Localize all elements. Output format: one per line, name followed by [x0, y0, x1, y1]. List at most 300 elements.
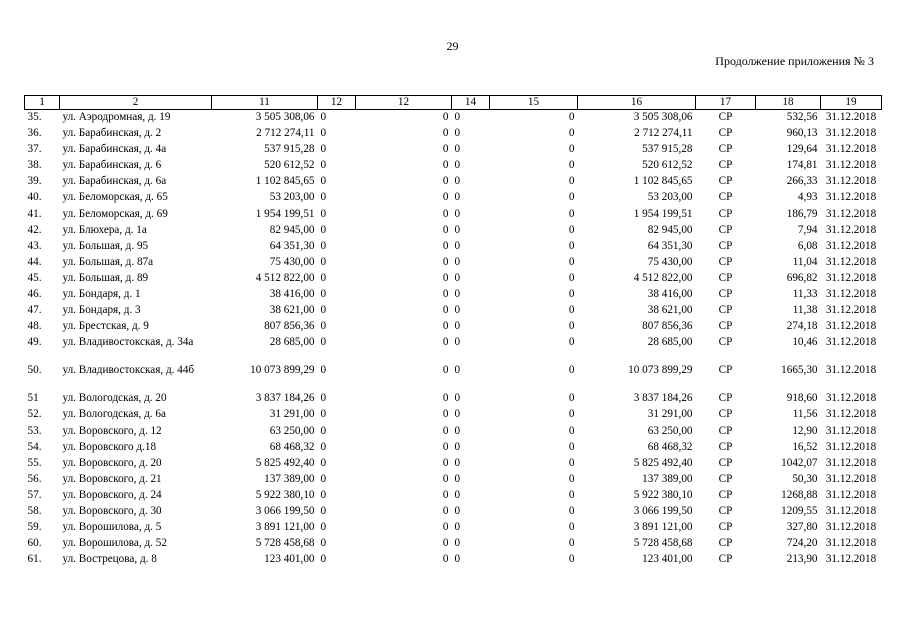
- table-cell: 5 825 492,40: [633, 456, 693, 469]
- page-number: 29: [446, 39, 459, 53]
- table-row: [25, 126, 882, 142]
- table-cell: 31.12.2018: [825, 191, 877, 204]
- table-cell: 1209,55: [781, 504, 818, 517]
- table-cell: 0: [320, 424, 327, 437]
- table-cell: СР: [718, 553, 733, 566]
- table-cell: 537 915,28: [642, 143, 693, 156]
- column-header: 11: [212, 96, 318, 110]
- table-cell: 0: [320, 143, 327, 156]
- table-cell: 3 505 308,06: [633, 111, 693, 123]
- table-cell: СР: [718, 111, 733, 123]
- column-header: 16: [578, 96, 696, 110]
- table-cell: 0: [454, 207, 461, 220]
- table-cell: 1665,30: [781, 364, 818, 377]
- column-header: 15: [490, 96, 578, 110]
- table-cell: 5 825 492,40: [255, 456, 315, 469]
- table-cell: 0: [568, 127, 575, 140]
- table-cell: 3 505 308,06: [255, 111, 315, 123]
- table-cell: 0: [442, 440, 449, 453]
- table-cell: 36.: [27, 127, 42, 140]
- table-cell: 0: [320, 271, 327, 284]
- table-cell: 31.12.2018: [825, 320, 877, 333]
- table-cell: СР: [718, 392, 733, 405]
- table-cell: 520 612,52: [642, 159, 693, 172]
- table-cell: 3 837 184,26: [255, 392, 315, 405]
- table-cell: СР: [718, 456, 733, 469]
- table-cell: 58.: [27, 504, 42, 517]
- table-cell: 31.12.2018: [825, 488, 877, 501]
- table-cell: 0: [442, 271, 449, 284]
- table-cell: 0: [320, 336, 327, 349]
- table-row: [25, 110, 882, 127]
- table-cell: ул. Аэродромная, д. 19: [62, 111, 171, 123]
- table-cell: 123 401,00: [642, 553, 693, 566]
- table-row: [25, 142, 882, 158]
- table-cell: 0: [442, 504, 449, 517]
- column-header: 12: [318, 96, 356, 110]
- table-cell: СР: [718, 127, 733, 140]
- table-cell: 60.: [27, 537, 42, 550]
- table-cell: 12,90: [792, 424, 818, 437]
- table-cell: 28 685,00: [269, 336, 315, 349]
- table-cell: 31.12.2018: [825, 456, 877, 469]
- table-cell: 1 102 845,65: [633, 175, 693, 188]
- table-cell: ул. Беломорская, д. 65: [62, 191, 168, 204]
- table-cell: 0: [454, 127, 461, 140]
- table-cell: 31.12.2018: [825, 364, 877, 377]
- table-cell: 0: [442, 191, 449, 204]
- table-cell: 31.12.2018: [825, 143, 877, 156]
- table-cell: 3 066 199,50: [633, 504, 693, 517]
- table-cell: 5 922 380,10: [633, 488, 693, 501]
- table-cell: 11,33: [792, 288, 818, 301]
- table-cell: 0: [442, 408, 449, 421]
- column-header: 18: [756, 96, 821, 110]
- table-cell: 266,33: [786, 175, 818, 188]
- table-cell: 0: [454, 553, 461, 566]
- table-cell: 0: [568, 207, 575, 220]
- table-cell: 0: [568, 440, 575, 453]
- table-cell: СР: [718, 504, 733, 517]
- column-header: 19: [821, 96, 882, 110]
- table-cell: 0: [568, 191, 575, 204]
- table-cell: 37.: [27, 143, 42, 156]
- table-cell: 0: [568, 553, 575, 566]
- table-cell: 0: [454, 424, 461, 437]
- table-cell: 31 291,00: [269, 408, 315, 421]
- table-cell: 0: [320, 364, 327, 377]
- table-cell: 4,93: [797, 191, 818, 204]
- table-cell: СР: [718, 336, 733, 349]
- table-row: [25, 363, 882, 391]
- data-table: [24, 95, 882, 568]
- table-cell: 0: [320, 223, 327, 236]
- table-cell: 63 250,00: [647, 424, 693, 437]
- table-cell: ул. Большая, д. 95: [62, 239, 149, 252]
- table-cell: 31.12.2018: [825, 408, 877, 421]
- table-cell: 50.: [27, 364, 42, 377]
- table-cell: 0: [320, 553, 327, 566]
- column-header: 17: [696, 96, 756, 110]
- table-cell: 42.: [27, 223, 42, 236]
- table-cell: 0: [568, 304, 575, 317]
- table-cell: 0: [454, 488, 461, 501]
- table-cell: 174,81: [786, 159, 818, 172]
- table-cell: 0: [568, 408, 575, 421]
- table-cell: ул. Воровского, д. 12: [62, 424, 162, 437]
- table-cell: 39.: [27, 175, 42, 188]
- table-cell: 31 291,00: [647, 408, 693, 421]
- table-cell: 41.: [27, 207, 42, 220]
- table-cell: 0: [568, 392, 575, 405]
- table-cell: 0: [454, 472, 461, 485]
- table-cell: 6,08: [797, 239, 818, 252]
- table-cell: ул. Владивостокская, д. 34а: [62, 336, 194, 349]
- table-cell: 0: [320, 175, 327, 188]
- table-cell: 0: [320, 320, 327, 333]
- table-cell: 10 073 899,29: [250, 364, 315, 377]
- table-body: [25, 110, 882, 569]
- table-cell: 0: [454, 191, 461, 204]
- table-cell: ул. Большая, д. 89: [62, 271, 149, 284]
- table-cell: 0: [320, 537, 327, 550]
- table-cell: 64 351,30: [269, 239, 315, 252]
- table-cell: 3 891 121,00: [255, 521, 315, 534]
- table-cell: 0: [568, 456, 575, 469]
- table-cell: 53.: [27, 424, 42, 437]
- table-cell: 5 728 458,68: [255, 537, 315, 550]
- column-header: 2: [60, 96, 212, 110]
- table-cell: 537 915,28: [264, 143, 315, 156]
- table-cell: 3 066 199,50: [255, 504, 315, 517]
- table-cell: ул. Бондаря, д. 3: [62, 304, 141, 317]
- table-cell: 532,56: [786, 111, 818, 123]
- table-cell: 68 468,32: [647, 440, 693, 453]
- table-cell: 63 250,00: [269, 424, 315, 437]
- table-row: [25, 552, 882, 568]
- table-cell: 10 073 899,29: [628, 364, 693, 377]
- table-cell: СР: [718, 364, 733, 377]
- table-cell: 43.: [27, 239, 42, 252]
- table-cell: ул. Владивостокская, д. 44б: [62, 364, 195, 377]
- table-cell: 520 612,52: [264, 159, 315, 172]
- table-cell: 0: [568, 239, 575, 252]
- table-cell: 1 102 845,65: [255, 175, 315, 188]
- table-cell: ул. Ворошилова, д. 5: [62, 521, 162, 534]
- table-cell: 53 203,00: [269, 191, 315, 204]
- table-cell: ул. Барабинская, д. 6а: [62, 175, 167, 188]
- table-cell: 0: [442, 304, 449, 317]
- table-cell: 82 945,00: [269, 223, 315, 236]
- table-cell: 0: [568, 111, 575, 123]
- table-cell: 0: [442, 456, 449, 469]
- table-row: [25, 504, 882, 520]
- table-cell: 0: [442, 111, 449, 123]
- table-cell: 11,04: [792, 255, 818, 268]
- table-cell: ул. Воровского, д. 21: [62, 472, 162, 485]
- table-cell: СР: [718, 288, 733, 301]
- table-cell: ул. Вологодская, д. 20: [62, 392, 167, 405]
- table-row: [25, 424, 882, 440]
- table-cell: ул. Вологодская, д. 6а: [62, 408, 166, 421]
- table-cell: 0: [320, 408, 327, 421]
- table-cell: 0: [442, 255, 449, 268]
- table-cell: ул. Вострецова, д. 8: [62, 553, 157, 566]
- table-cell: 0: [442, 537, 449, 550]
- table-cell: 186,79: [786, 207, 818, 220]
- table-cell: 3 891 121,00: [633, 521, 693, 534]
- table-cell: СР: [718, 191, 733, 204]
- table-cell: 0: [454, 111, 461, 123]
- table-cell: ул. Бондаря, д. 1: [62, 288, 141, 301]
- table-cell: 51: [27, 392, 39, 405]
- table-row: [25, 391, 882, 407]
- table-cell: 40.: [27, 191, 42, 204]
- table-cell: 213,90: [786, 553, 818, 566]
- table-cell: 56.: [27, 472, 42, 485]
- table-cell: 0: [442, 223, 449, 236]
- table-cell: 0: [454, 364, 461, 377]
- table-cell: 31.12.2018: [825, 127, 877, 140]
- table-cell: 807 856,36: [642, 320, 693, 333]
- table-cell: 1 954 199,51: [633, 207, 693, 220]
- table-cell: 724,20: [786, 537, 818, 550]
- table-cell: 44.: [27, 255, 42, 268]
- table-cell: 0: [568, 424, 575, 437]
- table-cell: 0: [320, 504, 327, 517]
- table-cell: 327,80: [786, 521, 818, 534]
- table-cell: 0: [320, 111, 327, 123]
- table-cell: 0: [454, 408, 461, 421]
- table-cell: 49.: [27, 336, 42, 349]
- table-cell: 31.12.2018: [825, 255, 877, 268]
- table-cell: 59.: [27, 521, 42, 534]
- table-cell: 0: [320, 207, 327, 220]
- table-cell: 0: [442, 364, 449, 377]
- table-cell: ул. Воровского, д. 20: [62, 456, 162, 469]
- table-cell: 0: [454, 255, 461, 268]
- table-row: [25, 287, 882, 303]
- table-cell: 0: [442, 553, 449, 566]
- table-cell: 31.12.2018: [825, 440, 877, 453]
- table-cell: 1042,07: [781, 456, 818, 469]
- table-cell: ул. Воровского, д. 24: [62, 488, 162, 501]
- header-row: [25, 96, 882, 110]
- table-cell: ул. Барабинская, д. 2: [62, 127, 162, 140]
- table-cell: 0: [454, 440, 461, 453]
- table-cell: 0: [454, 271, 461, 284]
- table-cell: 57.: [27, 488, 42, 501]
- table-cell: 0: [454, 504, 461, 517]
- table-row: [25, 520, 882, 536]
- table-cell: 1 954 199,51: [255, 207, 315, 220]
- table-cell: СР: [718, 472, 733, 485]
- table-cell: 31.12.2018: [825, 271, 877, 284]
- table-cell: 0: [442, 207, 449, 220]
- table-row: [25, 271, 882, 287]
- table-cell: СР: [718, 271, 733, 284]
- table-cell: 129,64: [786, 143, 818, 156]
- table-cell: 0: [320, 304, 327, 317]
- table-cell: 31.12.2018: [825, 288, 877, 301]
- table-cell: 31.12.2018: [825, 472, 877, 485]
- table-cell: 0: [320, 191, 327, 204]
- table-cell: 0: [442, 143, 449, 156]
- table-cell: 0: [320, 288, 327, 301]
- table-cell: 55.: [27, 456, 42, 469]
- table-cell: 35.: [27, 111, 42, 123]
- table-cell: 0: [568, 521, 575, 534]
- table-cell: 2 712 274,11: [634, 127, 693, 140]
- table-cell: 0: [568, 488, 575, 501]
- table-cell: 0: [442, 424, 449, 437]
- table-cell: 31.12.2018: [825, 159, 877, 172]
- table-cell: 0: [568, 364, 575, 377]
- table-cell: 31.12.2018: [825, 504, 877, 517]
- table-cell: 0: [454, 304, 461, 317]
- table-cell: 16,52: [792, 440, 818, 453]
- table-cell: СР: [718, 143, 733, 156]
- table-row: [25, 239, 882, 255]
- table-cell: 0: [442, 239, 449, 252]
- table-cell: 31.12.2018: [825, 537, 877, 550]
- table-cell: 0: [568, 271, 575, 284]
- table-row: [25, 536, 882, 552]
- table-cell: 0: [320, 159, 327, 172]
- table-cell: 0: [454, 223, 461, 236]
- table-cell: 0: [320, 488, 327, 501]
- table-cell: 0: [454, 239, 461, 252]
- table-cell: 31.12.2018: [825, 336, 877, 349]
- table-cell: 31.12.2018: [825, 207, 877, 220]
- table-cell: 0: [454, 392, 461, 405]
- table-row: [25, 335, 882, 363]
- table-cell: 31.12.2018: [825, 304, 877, 317]
- table-cell: ул. Барабинская, д. 6: [62, 159, 162, 172]
- table-cell: 0: [442, 288, 449, 301]
- table-cell: 47.: [27, 304, 42, 317]
- table-cell: 0: [568, 288, 575, 301]
- column-header: 14: [452, 96, 490, 110]
- table-row: [25, 207, 882, 223]
- table-cell: 75 430,00: [269, 255, 315, 268]
- table-cell: 0: [320, 521, 327, 534]
- table-cell: 0: [568, 504, 575, 517]
- table-cell: 4 512 822,00: [633, 271, 693, 284]
- table-cell: 38 621,00: [269, 304, 315, 317]
- table-cell: 7,94: [797, 223, 818, 236]
- table-row: [25, 319, 882, 335]
- table-cell: 0: [442, 472, 449, 485]
- table-cell: 31.12.2018: [825, 239, 877, 252]
- table-cell: 696,82: [786, 271, 818, 284]
- table-cell: 0: [454, 521, 461, 534]
- table-cell: 45.: [27, 271, 42, 284]
- table-cell: ул. Блюхера, д. 1а: [62, 223, 147, 236]
- table-cell: СР: [718, 424, 733, 437]
- table-cell: 0: [320, 440, 327, 453]
- table-cell: 0: [320, 127, 327, 140]
- table-row: [25, 472, 882, 488]
- column-header: 1: [25, 96, 60, 110]
- table-cell: 38 416,00: [647, 288, 693, 301]
- table-cell: СР: [718, 408, 733, 421]
- table-cell: 38 621,00: [647, 304, 693, 317]
- table-cell: 0: [442, 320, 449, 333]
- table-cell: 31.12.2018: [825, 111, 877, 123]
- table-cell: 0: [320, 255, 327, 268]
- table-row: [25, 223, 882, 239]
- table-cell: 0: [568, 320, 575, 333]
- table-cell: 3 837 184,26: [633, 392, 693, 405]
- table-row: [25, 488, 882, 504]
- table-cell: ул. Беломорская, д. 69: [62, 207, 168, 220]
- table-cell: 0: [442, 159, 449, 172]
- table-cell: 0: [454, 159, 461, 172]
- table-cell: 38.: [27, 159, 42, 172]
- table-cell: 0: [320, 472, 327, 485]
- table-cell: ул. Ворошилова, д. 52: [62, 537, 167, 550]
- table-cell: 31.12.2018: [825, 175, 877, 188]
- table-cell: 0: [442, 488, 449, 501]
- table-cell: ул. Брестская, д. 9: [62, 320, 149, 333]
- table-cell: ул. Барабинская, д. 4а: [62, 143, 167, 156]
- table-cell: СР: [718, 207, 733, 220]
- table-cell: 0: [568, 175, 575, 188]
- table-cell: 0: [442, 521, 449, 534]
- table-cell: 75 430,00: [647, 255, 693, 268]
- table-cell: 0: [454, 143, 461, 156]
- table-cell: СР: [718, 537, 733, 550]
- table-cell: 53 203,00: [647, 191, 693, 204]
- table-cell: 5 922 380,10: [255, 488, 315, 501]
- table-cell: 0: [320, 456, 327, 469]
- table-cell: 11,56: [792, 408, 818, 421]
- table-cell: 960,13: [786, 127, 818, 140]
- table-cell: 31.12.2018: [825, 553, 877, 566]
- table-cell: 0: [442, 175, 449, 188]
- table-cell: 274,18: [786, 320, 818, 333]
- table-cell: 31.12.2018: [825, 392, 877, 405]
- table-cell: СР: [718, 255, 733, 268]
- table-cell: 11,38: [792, 304, 818, 317]
- table-cell: 137 389,00: [264, 472, 315, 485]
- table-row: [25, 303, 882, 319]
- table-cell: 48.: [27, 320, 42, 333]
- table-cell: 52.: [27, 408, 42, 421]
- table-cell: 918,60: [786, 392, 818, 405]
- table-cell: 50,30: [792, 472, 818, 485]
- table-cell: 0: [442, 392, 449, 405]
- table-cell: 0: [568, 537, 575, 550]
- table-cell: 5 728 458,68: [633, 537, 693, 550]
- table-cell: 31.12.2018: [825, 424, 877, 437]
- table-cell: 0: [568, 223, 575, 236]
- table-cell: СР: [718, 521, 733, 534]
- table-cell: СР: [718, 223, 733, 236]
- table-cell: 38 416,00: [269, 288, 315, 301]
- table-cell: 10,46: [792, 336, 818, 349]
- table-cell: 0: [568, 255, 575, 268]
- table-cell: СР: [718, 159, 733, 172]
- table-cell: ул. Большая, д. 87а: [62, 255, 154, 268]
- table-cell: 1268,88: [781, 488, 818, 501]
- table-cell: 68 468,32: [269, 440, 315, 453]
- table-row: [25, 190, 882, 206]
- table-row: [25, 407, 882, 423]
- table-cell: 123 401,00: [264, 553, 315, 566]
- table-cell: 0: [568, 472, 575, 485]
